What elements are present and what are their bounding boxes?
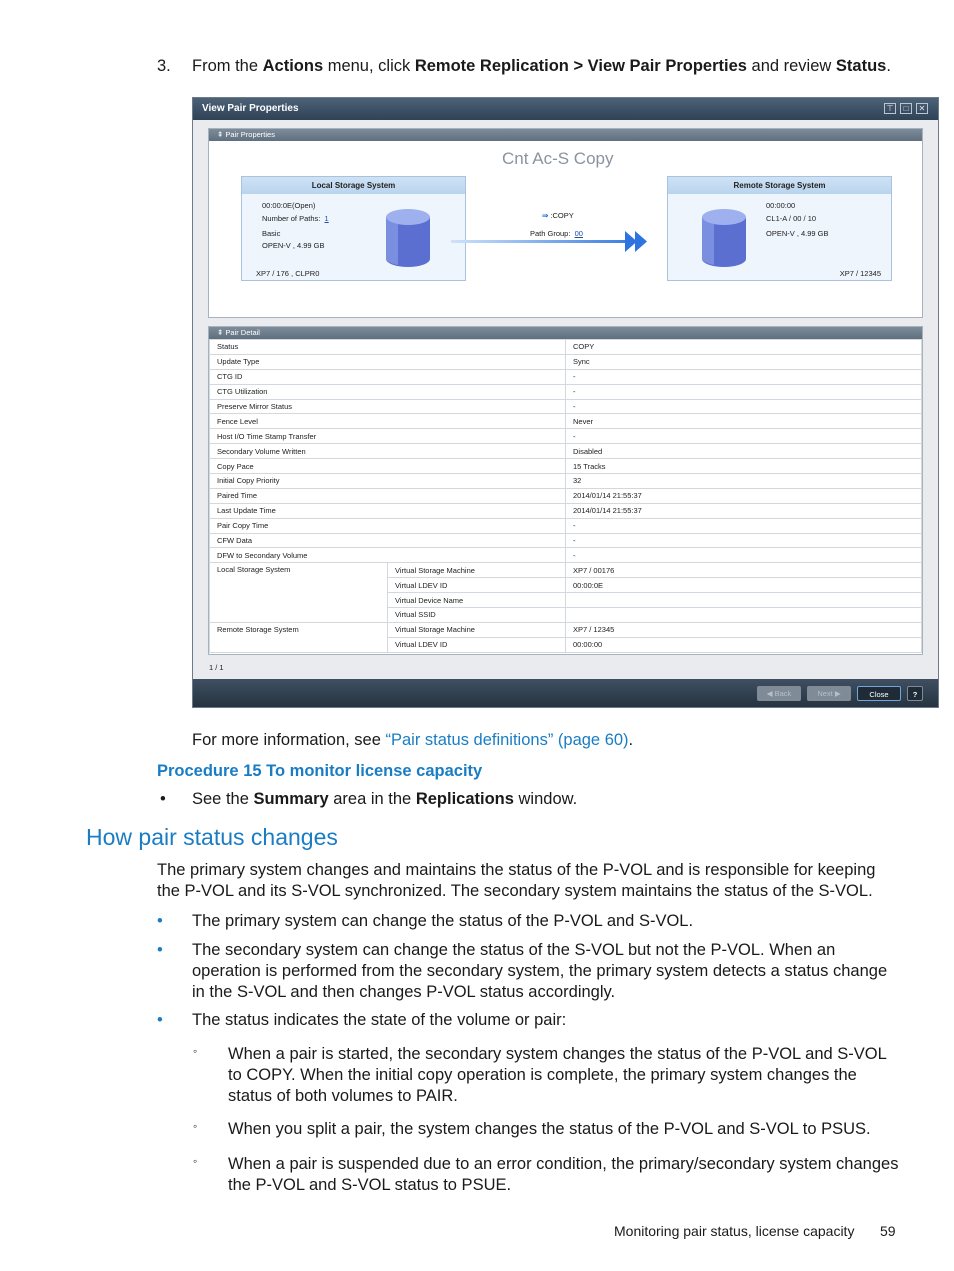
table-row bbox=[210, 518, 922, 533]
table-row bbox=[210, 354, 922, 369]
remote-storage-box bbox=[667, 176, 892, 281]
back-button[interactable]: ◀ Back bbox=[757, 686, 801, 701]
pair-detail-header[interactable]: ⇞ Pair Detail bbox=[209, 327, 922, 339]
property-value: 15 Tracks bbox=[566, 459, 922, 474]
sub-property-value bbox=[566, 608, 922, 623]
bullet-item: The secondary system can change the status of the S-VOL but not the P-VOL. When an operation is performed from the secondary system, the primary system detects a status change in the S-VOL and then changes P-VOL status accordingly. bbox=[192, 941, 888, 1001]
maximize-icon[interactable]: □ bbox=[900, 103, 912, 114]
table-row bbox=[210, 340, 922, 355]
property-name: Status bbox=[210, 340, 566, 355]
table-row bbox=[210, 474, 922, 489]
remote-volume-icon bbox=[700, 207, 748, 269]
sub-bullet-marker: ◦ bbox=[193, 1044, 198, 1058]
sub-bullet-item: When you split a pair, the system changes the status of the P-VOL and S-VOL to PSUS. bbox=[228, 1120, 871, 1138]
pair-properties-panel bbox=[208, 128, 923, 318]
table-row bbox=[210, 533, 922, 548]
page-number: 59 bbox=[880, 1223, 896, 1239]
property-name: Update Type bbox=[210, 354, 566, 369]
pair-detail-panel bbox=[208, 326, 923, 655]
local-storage-header: Local Storage System bbox=[242, 177, 465, 194]
close-button[interactable]: Close bbox=[857, 686, 901, 701]
page-indicator: 1 / 1 bbox=[209, 663, 224, 672]
sub-bullet-item: When a pair is started, the secondary system changes the status of the P-VOL and S-VOL to COPY. When the initial copy operation is complete, the primary system changes the status of both volumes to PAIR. bbox=[228, 1045, 887, 1105]
property-value: Sync bbox=[566, 354, 922, 369]
property-name: Initial Copy Priority bbox=[210, 474, 566, 489]
sub-bullet-item: When a pair is suspended due to an error condition, the primary/secondary system changes the P-VOL and S-VOL status to PSUE. bbox=[228, 1155, 899, 1194]
table-row bbox=[210, 622, 922, 637]
remote-footer: XP7 / 12345 bbox=[839, 269, 881, 278]
property-name: CFW Data bbox=[210, 533, 566, 548]
footer-title: Monitoring pair status, license capacity bbox=[614, 1223, 855, 1239]
property-name: Host I/O Time Stamp Transfer bbox=[210, 429, 566, 444]
table-row bbox=[210, 399, 922, 414]
pair-status-definitions-link[interactable]: “Pair status definitions” (page 60) bbox=[385, 731, 629, 749]
bullet-marker: • bbox=[157, 1011, 163, 1029]
property-value: - bbox=[566, 384, 922, 399]
path-group-label: Path Group: 00 bbox=[530, 229, 583, 238]
arrow-icon: ⇒ bbox=[542, 211, 549, 220]
property-value: - bbox=[566, 533, 922, 548]
sub-bullet-marker: ◦ bbox=[193, 1154, 198, 1168]
property-name: CTG ID bbox=[210, 369, 566, 384]
table-row bbox=[210, 384, 922, 399]
local-footer: XP7 / 176 , CLPR0 bbox=[256, 269, 320, 278]
pair-status-label: ⇒ :COPY bbox=[542, 211, 574, 220]
local-volume-icon bbox=[384, 207, 432, 269]
pair-name: Cnt Ac-S Copy bbox=[502, 149, 614, 168]
property-name: Pair Copy Time bbox=[210, 518, 566, 533]
property-name: Preserve Mirror Status bbox=[210, 399, 566, 414]
local-storage-group-label: Local Storage System bbox=[210, 563, 388, 623]
property-value: 2014/01/14 21:55:37 bbox=[566, 488, 922, 503]
sub-property-name: Virtual LDEV ID bbox=[388, 637, 566, 652]
property-name: Secondary Volume Written bbox=[210, 444, 566, 459]
remote-storage-group-label: Remote Storage System bbox=[210, 622, 388, 652]
local-storage-box bbox=[241, 176, 466, 281]
table-row bbox=[210, 459, 922, 474]
section-heading: How pair status changes bbox=[86, 824, 338, 850]
sub-property-name: Virtual Storage Machine bbox=[388, 563, 566, 578]
property-value: - bbox=[566, 518, 922, 533]
sub-bullet-marker: ◦ bbox=[193, 1119, 198, 1133]
sub-property-value: XP7 / 00176 bbox=[566, 563, 922, 578]
bullet-marker: • bbox=[157, 912, 163, 930]
collapse-icon: ⇞ bbox=[217, 130, 226, 139]
table-row bbox=[210, 488, 922, 503]
remote-capacity: OPEN-V , 4.99 GB bbox=[766, 229, 829, 238]
replication-arrow-icon bbox=[451, 225, 671, 259]
collapse-icon: ⇞ bbox=[217, 328, 226, 337]
property-value: - bbox=[566, 399, 922, 414]
property-value: - bbox=[566, 548, 922, 563]
sub-property-name: Virtual LDEV ID bbox=[388, 578, 566, 593]
local-capacity: OPEN-V , 4.99 GB bbox=[262, 241, 325, 250]
property-value: - bbox=[566, 429, 922, 444]
table-row bbox=[210, 548, 922, 563]
help-button[interactable]: ? bbox=[907, 686, 923, 701]
dialog-button-bar bbox=[193, 679, 938, 707]
view-pair-properties-window bbox=[192, 97, 939, 708]
remote-storage-header: Remote Storage System bbox=[668, 177, 891, 194]
remote-port: CL1-A / 00 / 10 bbox=[766, 214, 817, 223]
table-row bbox=[210, 563, 922, 578]
intro-paragraph: The primary system changes and maintains the status of the P-VOL and is responsible for keeping the P-VOL and its S-VOL synchronized. The secondary system maintains the status of the S-VOL. bbox=[157, 861, 876, 900]
pair-detail-table bbox=[209, 339, 922, 653]
bullet-item: The primary system can change the status of the P-VOL and S-VOL. bbox=[192, 912, 694, 930]
path-group-link[interactable]: 00 bbox=[574, 229, 583, 238]
bullet-item: The status indicates the state of the volume or pair: bbox=[192, 1011, 567, 1029]
table-row bbox=[210, 429, 922, 444]
property-name: Paired Time bbox=[210, 488, 566, 503]
sub-property-value bbox=[566, 593, 922, 608]
local-emulation: Basic bbox=[262, 229, 281, 238]
table-row bbox=[210, 444, 922, 459]
pair-properties-header[interactable]: ⇞ Pair Properties bbox=[209, 129, 922, 141]
pin-icon[interactable]: ⊤ bbox=[884, 103, 896, 114]
property-value: 32 bbox=[566, 474, 922, 489]
sub-property-name: Virtual SSID bbox=[388, 608, 566, 623]
sub-property-name: Virtual Storage Machine bbox=[388, 622, 566, 637]
procedure-heading: Procedure 15 To monitor license capacity bbox=[157, 762, 483, 780]
property-value: COPY bbox=[566, 340, 922, 355]
local-paths: Number of Paths: 1 bbox=[262, 214, 329, 223]
remote-volume-id: 00:00:00 bbox=[766, 201, 796, 210]
step-number: 3. bbox=[157, 57, 171, 75]
sub-property-value: 00:00:00 bbox=[566, 637, 922, 652]
property-value: Disabled bbox=[566, 444, 922, 459]
sub-property-value: XP7 / 12345 bbox=[566, 622, 922, 637]
sub-property-name: Virtual Device Name bbox=[388, 593, 566, 608]
next-button[interactable]: Next ▶ bbox=[807, 686, 851, 701]
step-3-text: From the Actions menu, click Remote Replication > View Pair Properties and review Status. bbox=[192, 57, 891, 75]
window-title: View Pair Properties bbox=[193, 98, 938, 120]
table-row bbox=[210, 369, 922, 384]
bullet-marker: • bbox=[157, 941, 163, 959]
property-value: Never bbox=[566, 414, 922, 429]
property-name: CTG Utilization bbox=[210, 384, 566, 399]
procedure-bullet-marker: • bbox=[160, 790, 166, 808]
procedure-bullet-text: See the Summary area in the Replications window. bbox=[192, 790, 578, 808]
sub-property-value: 00:00:0E bbox=[566, 578, 922, 593]
close-icon[interactable]: ✕ bbox=[916, 103, 928, 114]
property-value: - bbox=[566, 369, 922, 384]
property-name: Copy Pace bbox=[210, 459, 566, 474]
property-name: DFW to Secondary Volume bbox=[210, 548, 566, 563]
property-name: Last Update Time bbox=[210, 503, 566, 518]
table-row bbox=[210, 414, 922, 429]
local-volume-id: 00:00:0E(Open) bbox=[262, 201, 316, 210]
paths-link[interactable]: 1 bbox=[324, 214, 329, 223]
property-name: Fence Level bbox=[210, 414, 566, 429]
table-row bbox=[210, 503, 922, 518]
property-value: 2014/01/14 21:55:37 bbox=[566, 503, 922, 518]
more-info-text: For more information, see “Pair status definitions” (page 60). bbox=[192, 731, 634, 749]
